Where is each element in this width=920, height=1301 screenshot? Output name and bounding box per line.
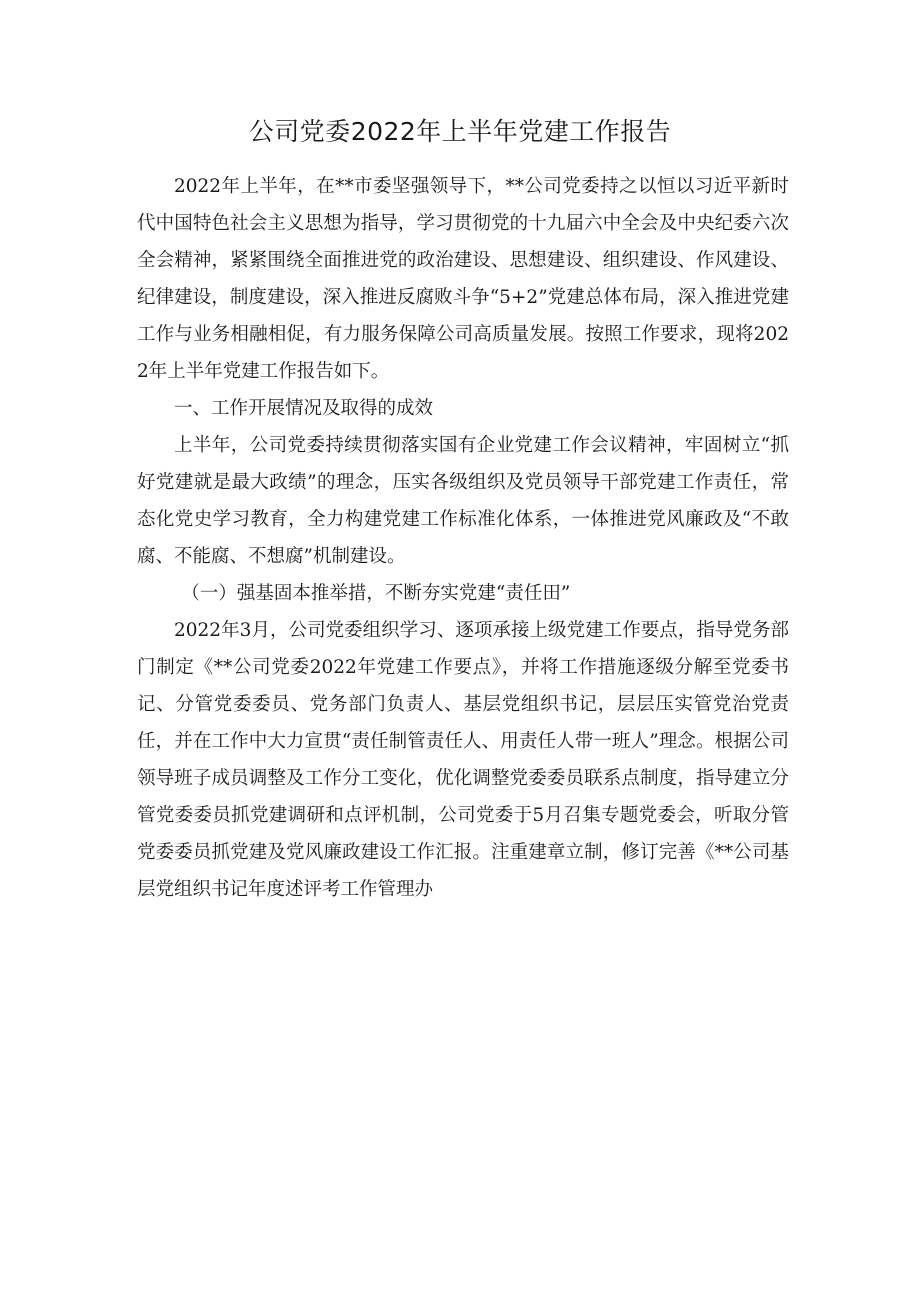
subsection-heading-1: （一）强基固本推举措，不断夯实党建“责任田” (181, 583, 571, 604)
intro-paragraph: 2022年上半年，在**市委坚强领导下，**公司党委持之以恒以习近平新时代中国特色社会主义思想为指导，学习贯彻党的十九届六中全会及中央纪委六次全会精神，紧紧围绕全面推进党的政治建设、思想建设、组织建设、作风建设、纪律建设，制度建设，深入推进反腐败斗争“5+2”党建总体布局，深入推进党建工作与业务相融相促，有力服务保障公司高质量发展。按照工作要求，现将2022年上半年党建工作报告如下。 (137, 176, 789, 382)
document-body (137, 158, 789, 908)
section-heading-1: 一、工作开展情况及取得的成效 (174, 398, 434, 419)
section-1-paragraph: 上半年，公司党委持续贯彻落实国有企业党建工作会议精神，牢固树立“抓好党建就是最大政绩”的理念，压实各级组织及党员领导干部党建工作责任，常态化党史学习教育，全力构建党建工作标准化体系，一体推进党风廉政及“不敢腐、不能腐、不想腐”机制建设。 (137, 435, 789, 567)
document-title: 公司党委2022年上半年党建工作报告 (248, 117, 672, 146)
subsection-1-paragraph: 2022年3月，公司党委组织学习、逐项承接上级党建工作要点，指导党务部门制定《**公司党委2022年党建工作要点》，并将工作措施逐级分解至党委书记、分管党委委员、党务部门负责人、基层党组织书记，层层压实管党治党责任，并在工作中大力宣贯“责任制管责任人、用责任人带一班人”理念。根据公司领导班子成员调整及工作分工变化，优化调整党委委员联系点制度，指导建立分管党委委员抓党建调研和点评机制，公司党委于5月召集专题党委会，听取分管党委委员抓党建及党风廉政建设工作汇报。注重建章立制，修订完善《**公司基层党组织书记年度述评考工作管理办 (137, 620, 789, 900)
